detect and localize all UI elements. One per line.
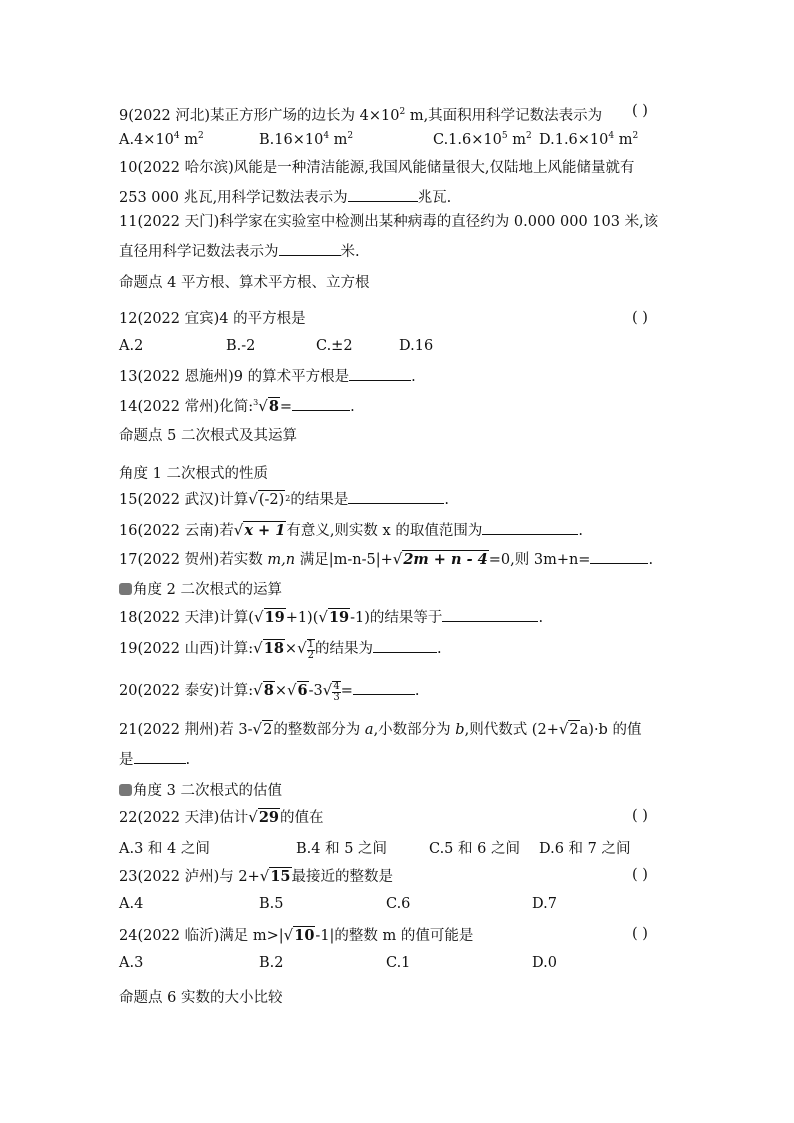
option-24c[interactable]: C.1 (386, 955, 411, 971)
answer-blank[interactable] (442, 607, 538, 622)
option-12d[interactable]: D.16 (399, 338, 434, 354)
question-10-line2: 253 000 兆瓦,用科学记数法表示为 兆瓦. (119, 187, 451, 207)
option-9d[interactable]: $D.1.6\times 10^4$ $m^2$ (539, 131, 639, 148)
option-9c[interactable]: $C.1.6\times 10^5$ $m^2$ (433, 131, 532, 148)
section-heading-5: 命题点 5 二次根式及其运算 (119, 428, 297, 444)
section-badge-icon (119, 784, 132, 796)
question-13: 13(2022 恩施州)9 的算术平方根是 . (119, 366, 416, 386)
answer-paren-24[interactable]: ( ) (632, 926, 648, 942)
question-11-line1: 11(2022 天门)科学家在实验室中检测出某种病毒的直径约为 0.000 000 103 米,该 (119, 214, 659, 230)
answer-blank[interactable] (348, 187, 418, 202)
option-24d[interactable]: D.0 (532, 955, 557, 971)
section-heading-4: 命题点 4 平方根、算术平方根、立方根 (119, 275, 370, 291)
option-22a[interactable]: A.3 和 4 之间 (119, 841, 210, 857)
question-9: 9(2022 河北)某正方形广场的边长为 $4\times 10^2$ m,其面积用科学记数法表示为 (119, 107, 603, 124)
question-10-line1: 10(2022 哈尔滨)风能是一种清洁能源,我国风能储量很大,仅陆地上风能储量就有 (119, 160, 635, 176)
answer-paren-12[interactable]: ( ) (632, 310, 648, 326)
question-24: 24(2022 临沂)满足 m>| √ 10 -1|的整数 m 的值可能是 (119, 926, 474, 944)
answer-blank[interactable] (348, 489, 444, 504)
question-21-line2: 是 . (119, 749, 190, 769)
subsection-angle-3: 角度 3 二次根式的估值 (119, 779, 282, 800)
question-14: 14(2022 常州)化简:$^3$ √ 8 = . (119, 396, 355, 415)
option-12c[interactable]: C.±2 (316, 338, 353, 354)
question-11-line2: 直径用科学记数法表示为 米. (119, 241, 360, 261)
section-badge-icon (119, 583, 132, 595)
answer-blank[interactable] (353, 680, 415, 695)
question-22: 22(2022 天津)估计 √ 29 的值在 (119, 808, 324, 826)
question-16: 16(2022 云南)若 √ x + 1 有意义,则实数 x 的取值范围为 . (119, 521, 583, 539)
option-22b[interactable]: B.4 和 5 之间 (296, 841, 388, 857)
option-23d[interactable]: D.7 (532, 896, 557, 912)
answer-blank[interactable] (590, 549, 648, 564)
question-17: 17(2022 贺州)若实数 m,n 满足|m-n-5|+ √ 2m + n - 4 =0,则 3m+n= . (119, 550, 654, 568)
answer-blank[interactable] (134, 749, 186, 764)
answer-paren-9[interactable]: ( ) (632, 103, 648, 119)
option-22c[interactable]: C.5 和 6 之间 (429, 841, 520, 857)
question-18: 18(2022 天津)计算( √ 19 +1)( √ 19 -1)的结果等于 . (119, 608, 544, 626)
question-15: 15(2022 武汉)计算 √ (-2) 2 的结果是 . (119, 490, 449, 508)
option-24a[interactable]: A.3 (119, 955, 144, 971)
subsection-angle-1: 角度 1 二次根式的性质 (119, 466, 268, 482)
question-12: 12(2022 宜宾)4 的平方根是 (119, 311, 306, 327)
answer-blank[interactable] (349, 366, 411, 381)
answer-blank[interactable] (482, 520, 578, 535)
answer-blank[interactable] (373, 638, 437, 653)
section-heading-6: 命题点 6 实数的大小比较 (119, 990, 283, 1006)
option-23a[interactable]: A.4 (119, 896, 144, 912)
question-20: 20(2022 泰安)计算: √ 8 × √ 6 -3 √ $\frac{4}{3}$ = . (119, 681, 420, 703)
option-22d[interactable]: D.6 和 7 之间 (539, 841, 631, 857)
option-24b[interactable]: B.2 (259, 955, 284, 971)
option-23b[interactable]: B.5 (259, 896, 284, 912)
option-9a[interactable]: $A.4\times 10^4$ $m^2$ (119, 131, 204, 148)
answer-blank[interactable] (292, 396, 350, 411)
subsection-angle-2: 角度 2 二次根式的运算 (119, 578, 282, 599)
question-19: 19(2022 山西)计算: √ 18 × √ $\frac{1}{2}$ 的结果为 . (119, 639, 442, 661)
option-23c[interactable]: C.6 (386, 896, 411, 912)
option-12b[interactable]: B.-2 (226, 338, 256, 354)
option-12a[interactable]: A.2 (119, 338, 144, 354)
answer-paren-22[interactable]: ( ) (632, 808, 648, 824)
question-21-line1: 21(2022 荆州)若 3- √ 2 的整数部分为 a,小数部分为 b,则代数式 (2+ √ 2 a)·b 的值 (119, 720, 642, 738)
answer-blank[interactable] (279, 241, 341, 256)
question-23: 23(2022 泸州)与 2+ √ 15 最接近的整数是 (119, 867, 394, 885)
answer-paren-23[interactable]: ( ) (632, 867, 648, 883)
option-9b[interactable]: $B.16\times 10^4$ $m^2$ (259, 131, 354, 148)
